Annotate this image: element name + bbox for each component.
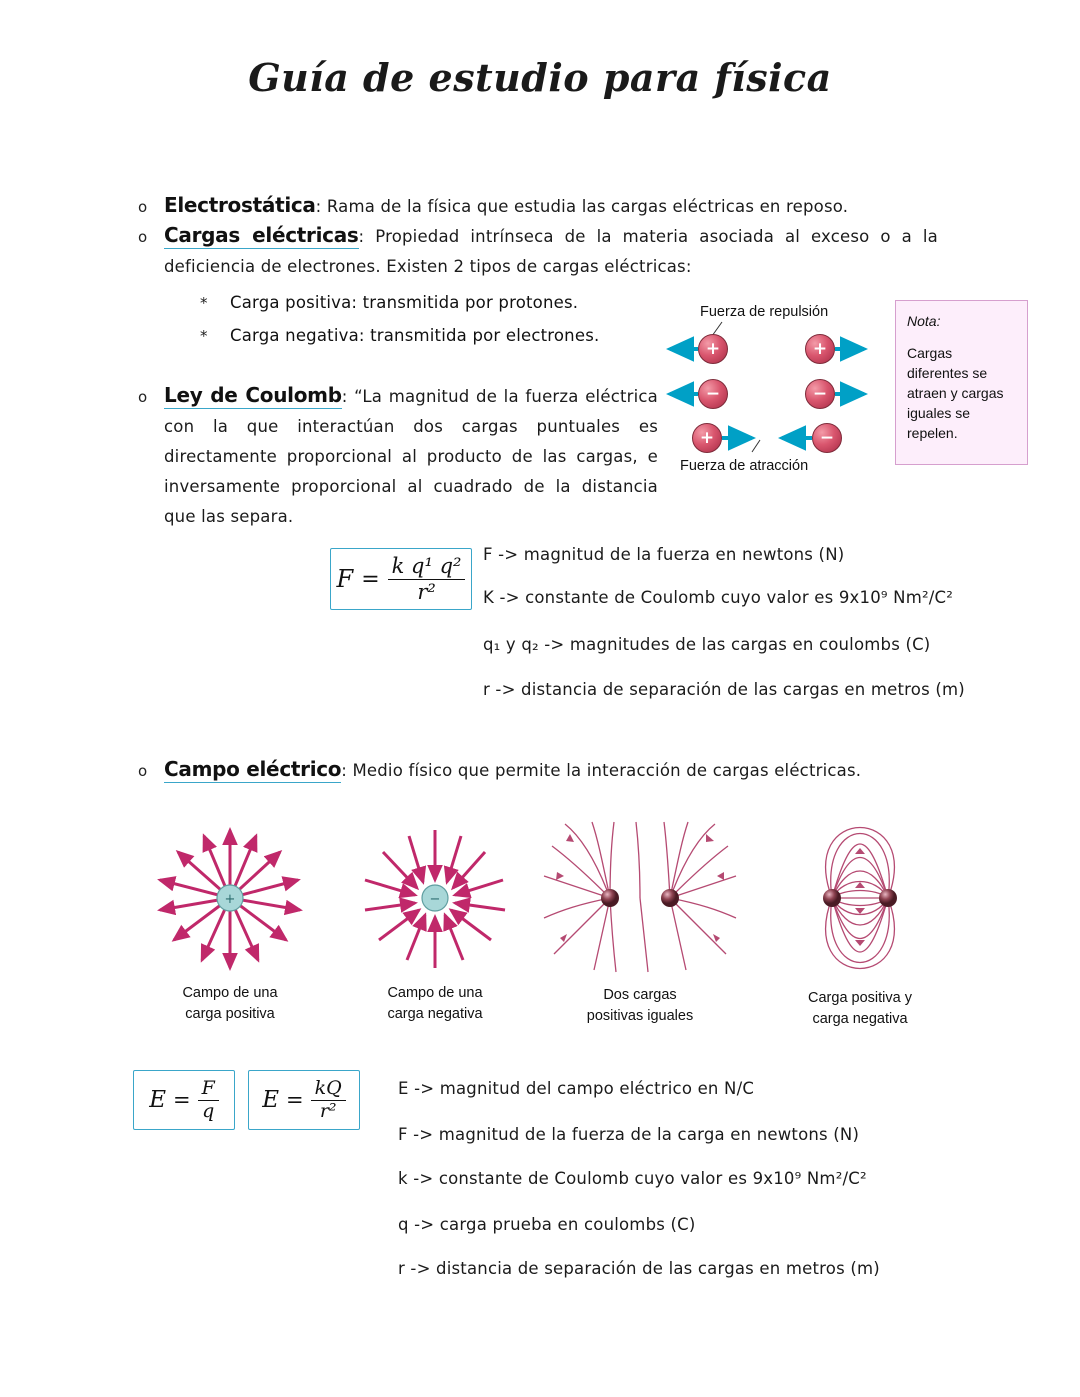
list-item [138,192,918,222]
coulomb-legend-item: r -> distancia de separación de las cargas en metros (m) [483,680,965,699]
field-legend-item: r -> distancia de separación de las cargas en metros (m) [398,1259,880,1278]
list-item [138,756,978,786]
term-separator: : [341,761,348,780]
definition-text: Rama de la física que estudia las cargas eléctricas en reposo. [321,197,849,216]
charge-negative: − [805,379,835,409]
charge-positive: + [692,423,722,453]
definition-text: Propiedad intrínseca de la materia asociada al exceso o a la deficiencia de electrones. Existen 2 tipos de cargas eléctricas: [164,227,938,276]
caption-line: carga negativa [387,1006,483,1022]
field-legend-item: E -> magnitud del campo eléctrico en N/C [398,1079,755,1098]
caption-line: Dos cargas [603,987,677,1003]
caption-line: Carga positiva y [808,990,912,1006]
bullet-marker: o [138,388,148,406]
coulomb-formula-box [330,548,472,610]
definition-text: Medio físico que permite la interacción de cargas eléctricas. [347,761,862,780]
sub-item-text: Carga negativa: transmitida por electrones. [230,326,600,345]
coulomb-legend-item: q₁ y q₂ -> magnitudes de las cargas en coulombs (C) [483,635,931,654]
coulomb-lhs: F [336,565,354,593]
coulomb-legend-item: K -> constante de Coulomb cuyo valor es 9x10⁹ Nm²/C² [483,588,954,607]
formula-numerator: kQ [311,1079,346,1101]
star-marker: * [200,294,208,312]
bullet-marker: o [138,198,148,216]
caption-line: Campo de una [387,985,483,1001]
field-figure-caption [140,983,320,1025]
formula-equals: = [173,1088,191,1112]
svg-text:+: + [224,892,236,907]
star-marker: * [200,327,208,345]
field-figure-negative [345,818,525,982]
bullet-marker: o [138,762,148,780]
caption-line: carga negativa [812,1011,908,1027]
sub-item-text: Carga positiva: transmitida por protones. [230,293,579,312]
term-electrostatica: Electrostática [164,193,316,217]
field-formula-box-1 [133,1070,235,1130]
coulomb-denominator: r² [417,579,436,604]
charge-negative: − [812,423,842,453]
term-separator: : [315,197,322,216]
term-campo-electrico: Campo eléctrico [164,757,342,781]
field-legend-item: q -> carga prueba en coulombs (C) [398,1215,696,1234]
charge-positive: + [698,334,728,364]
repulsion-label: Fuerza de repulsión [700,304,829,320]
list-item [138,222,938,282]
coulomb-equals: = [361,566,380,592]
term-separator: : [341,387,348,406]
caption-line: Campo de una [182,985,278,1001]
note-title: Nota: [907,313,941,329]
page-title: Guía de estudio para física [248,55,832,100]
field-figure-positive [140,818,320,982]
charge-negative: − [698,379,728,409]
charge-figure-arrows [660,300,875,480]
charge-positive: + [805,334,835,364]
term-ley-de-coulomb: Ley de Coulomb [164,383,342,407]
note-text: Cargas diferentes se atraen y cargas iguales se repelen. [907,345,1004,441]
attraction-label: Fuerza de atracción [680,458,809,474]
charge-interaction-figure [660,300,875,480]
field-figure-caption [345,983,525,1025]
field-figure-two-positive [540,818,740,982]
formula-denominator: q [202,1099,215,1122]
field-figure-caption [540,985,740,1027]
term-separator: : [358,227,365,246]
caption-line: positivas iguales [586,1008,694,1024]
definition-text: “La magnitud de la fuerza eléctrica con la que interactúan dos cargas puntuales es directamente proporcional al producto de las cargas, e inversamente proporcional al cuadrado de la distancia que las separa. [164,387,658,526]
list-item [138,382,658,532]
field-figure-caption [760,988,960,1030]
term-cargas-electricas: Cargas eléctricas [164,223,359,247]
field-legend-item: k -> constante de Coulomb cuyo valor es 9x10⁹ Nm²/C² [398,1169,867,1188]
coulomb-legend-item: F -> magnitud de la fuerza en newtons (N) [483,545,845,564]
field-legend-item: F -> magnitud de la fuerza de la carga en newtons (N) [398,1125,860,1144]
formula-lhs: E [149,1087,166,1113]
formula-numerator: F [198,1079,219,1101]
formula-lhs: E [262,1087,280,1113]
coulomb-numerator: k q¹ q² [388,555,466,579]
field-formula-box-2 [248,1070,360,1130]
caption-line: carga positiva [185,1006,275,1022]
bullet-marker: o [138,228,148,246]
field-figure-dipole [760,818,960,982]
formula-denominator: r² [319,1099,337,1122]
formula-equals: = [286,1088,304,1112]
svg-text:−: − [429,892,441,907]
note-box [895,300,1028,465]
